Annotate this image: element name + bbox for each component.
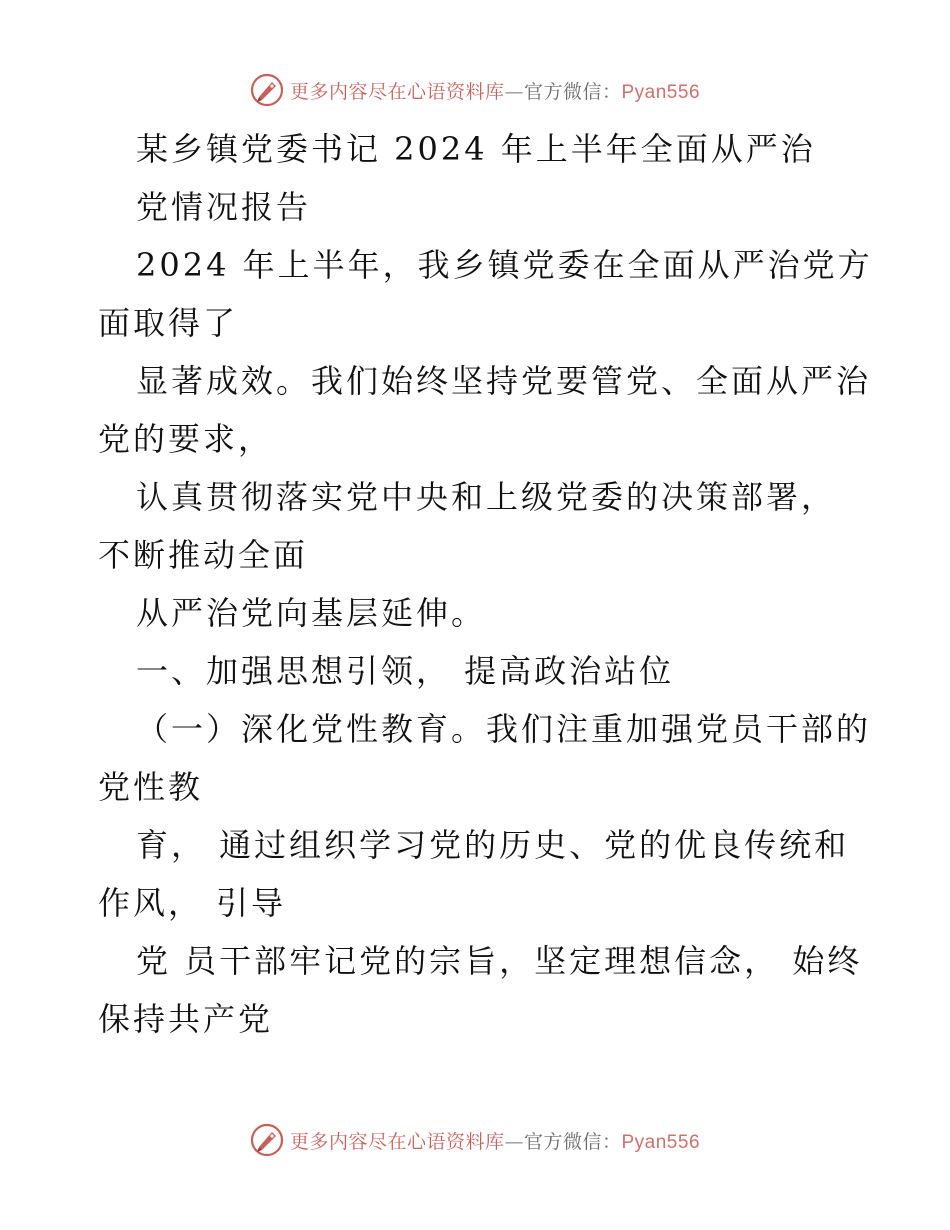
paragraph-line: 不断推动全面 — [98, 536, 309, 574]
paragraph-line: 2024 年上半年，我乡镇党委在全面从严治党方 — [136, 246, 873, 284]
paragraph-line: 显著成效。我们始终坚持党要管党、全面从严治 — [136, 362, 872, 400]
paragraph-line: 作风， 引导 — [98, 884, 287, 922]
watermark-separator: — — [504, 1130, 524, 1153]
paragraph-line: 保持共产党 — [98, 1000, 274, 1038]
pen-nib-logo-icon — [250, 1123, 284, 1157]
paragraph-line: 从严治党向基层延伸。 — [136, 594, 487, 632]
watermark-contact-label: 官方微信： — [523, 80, 622, 103]
paragraph-line: 面取得了 — [98, 304, 239, 342]
document-title-line-1: 某乡镇党委书记 2024 年上半年全面从严治 — [136, 130, 816, 168]
paragraph-line: 认真贯彻落实党中央和上级党委的决策部署， — [136, 478, 837, 516]
document-title-line-2: 党情况报告 — [136, 188, 312, 226]
watermark-separator: — — [504, 80, 524, 103]
pen-nib-logo-icon — [250, 73, 284, 107]
paragraph-line: （一）深化党性教育。我们注重加强党员干部的 — [136, 710, 872, 748]
document-body — [98, 120, 873, 1048]
paragraph-line: 党的要求， — [98, 420, 274, 458]
header-watermark — [0, 70, 950, 110]
watermark-contact-label: 官方微信： — [523, 1130, 622, 1153]
paragraph-line: 党性教 — [98, 768, 204, 806]
watermark-handle: Pyan556 — [621, 1131, 701, 1153]
watermark-site-text: 更多内容尽在心语资料库 — [289, 1130, 505, 1153]
watermark-handle: Pyan556 — [621, 81, 701, 103]
paragraph-line: 育， 通过组织学习党的历史、党的优良传统和 — [136, 826, 850, 864]
footer-watermark — [0, 1120, 950, 1160]
watermark-site-text: 更多内容尽在心语资料库 — [289, 80, 505, 103]
section-heading: 一、加强思想引领， 提高政治站位 — [136, 652, 675, 690]
paragraph-line: 党 员干部牢记党的宗旨，坚定理想信念， 始终 — [136, 942, 863, 980]
